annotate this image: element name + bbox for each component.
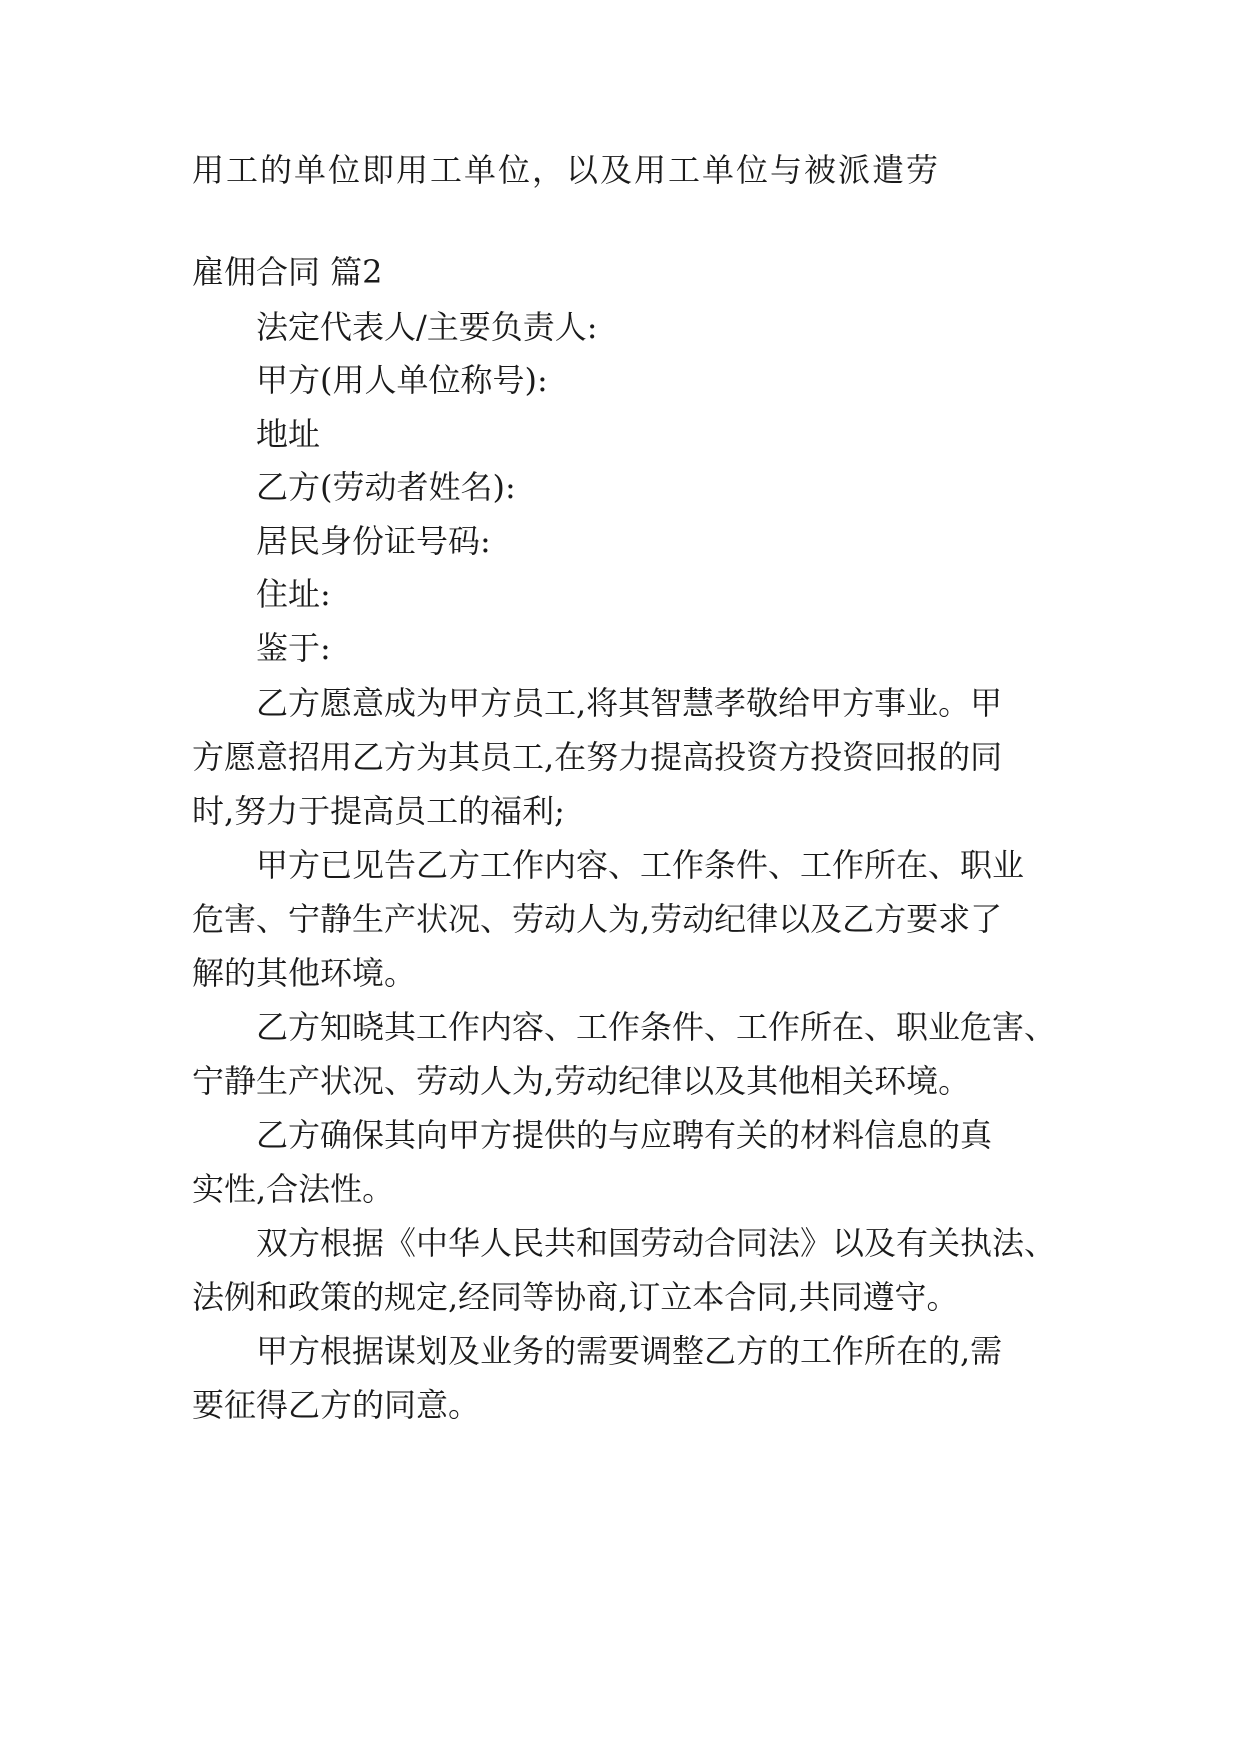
party-a-label: 甲方(用人单位称号): <box>256 361 548 399</box>
section-heading: 雇佣合同 篇2 <box>192 253 383 291</box>
paragraph-5-line-2: 法例和政策的规定,经同等协商,订立本合同,共同遵守。 <box>192 1278 959 1316</box>
paragraph-2-line-1: 甲方已见告乙方工作内容、工作条件、工作所在、职业 <box>256 846 1025 884</box>
paragraph-1-line-3: 时,努力于提高员工的福利; <box>192 792 565 830</box>
party-b-label: 乙方(劳动者姓名): <box>256 468 516 506</box>
paragraph-1-line-2: 方愿意招用乙方为其员工,在努力提高投资方投资回报的同 <box>192 738 1003 776</box>
whereas-label: 鉴于: <box>256 629 331 667</box>
top-fragment: 用工的单位即用工单位，以及用工单位与被派遣劳 <box>192 151 941 189</box>
paragraph-3-line-2: 宁静生产状况、劳动人为,劳动纪律以及其他相关环境。 <box>192 1062 971 1100</box>
id-number-label: 居民身份证号码: <box>256 522 491 560</box>
paragraph-2-line-2: 危害、宁静生产状况、劳动人为,劳动纪律以及乙方要求了 <box>192 900 1003 938</box>
paragraph-4-line-1: 乙方确保其向甲方提供的与应聘有关的材料信息的真 <box>256 1116 993 1154</box>
paragraph-4-line-2: 实性,合法性。 <box>192 1170 395 1208</box>
paragraph-6-line-1: 甲方根据谋划及业务的需要调整乙方的工作所在的,需 <box>256 1332 1003 1370</box>
paragraph-3-line-1: 乙方知晓其工作内容、工作条件、工作所在、职业危害、 <box>256 1008 1057 1046</box>
legal-representative-label: 法定代表人/主要负责人: <box>256 308 598 346</box>
address-label: 地址 <box>256 415 321 453</box>
paragraph-6-line-2: 要征得乙方的同意。 <box>192 1386 481 1424</box>
paragraph-5-line-1: 双方根据《中华人民共和国劳动合同法》以及有关执法、 <box>256 1224 1057 1262</box>
paragraph-2-line-3: 解的其他环境。 <box>192 954 417 992</box>
paragraph-1-line-1: 乙方愿意成为甲方员工,将其智慧孝敬给甲方事业。甲 <box>256 684 1003 722</box>
residence-label: 住址: <box>256 575 331 613</box>
